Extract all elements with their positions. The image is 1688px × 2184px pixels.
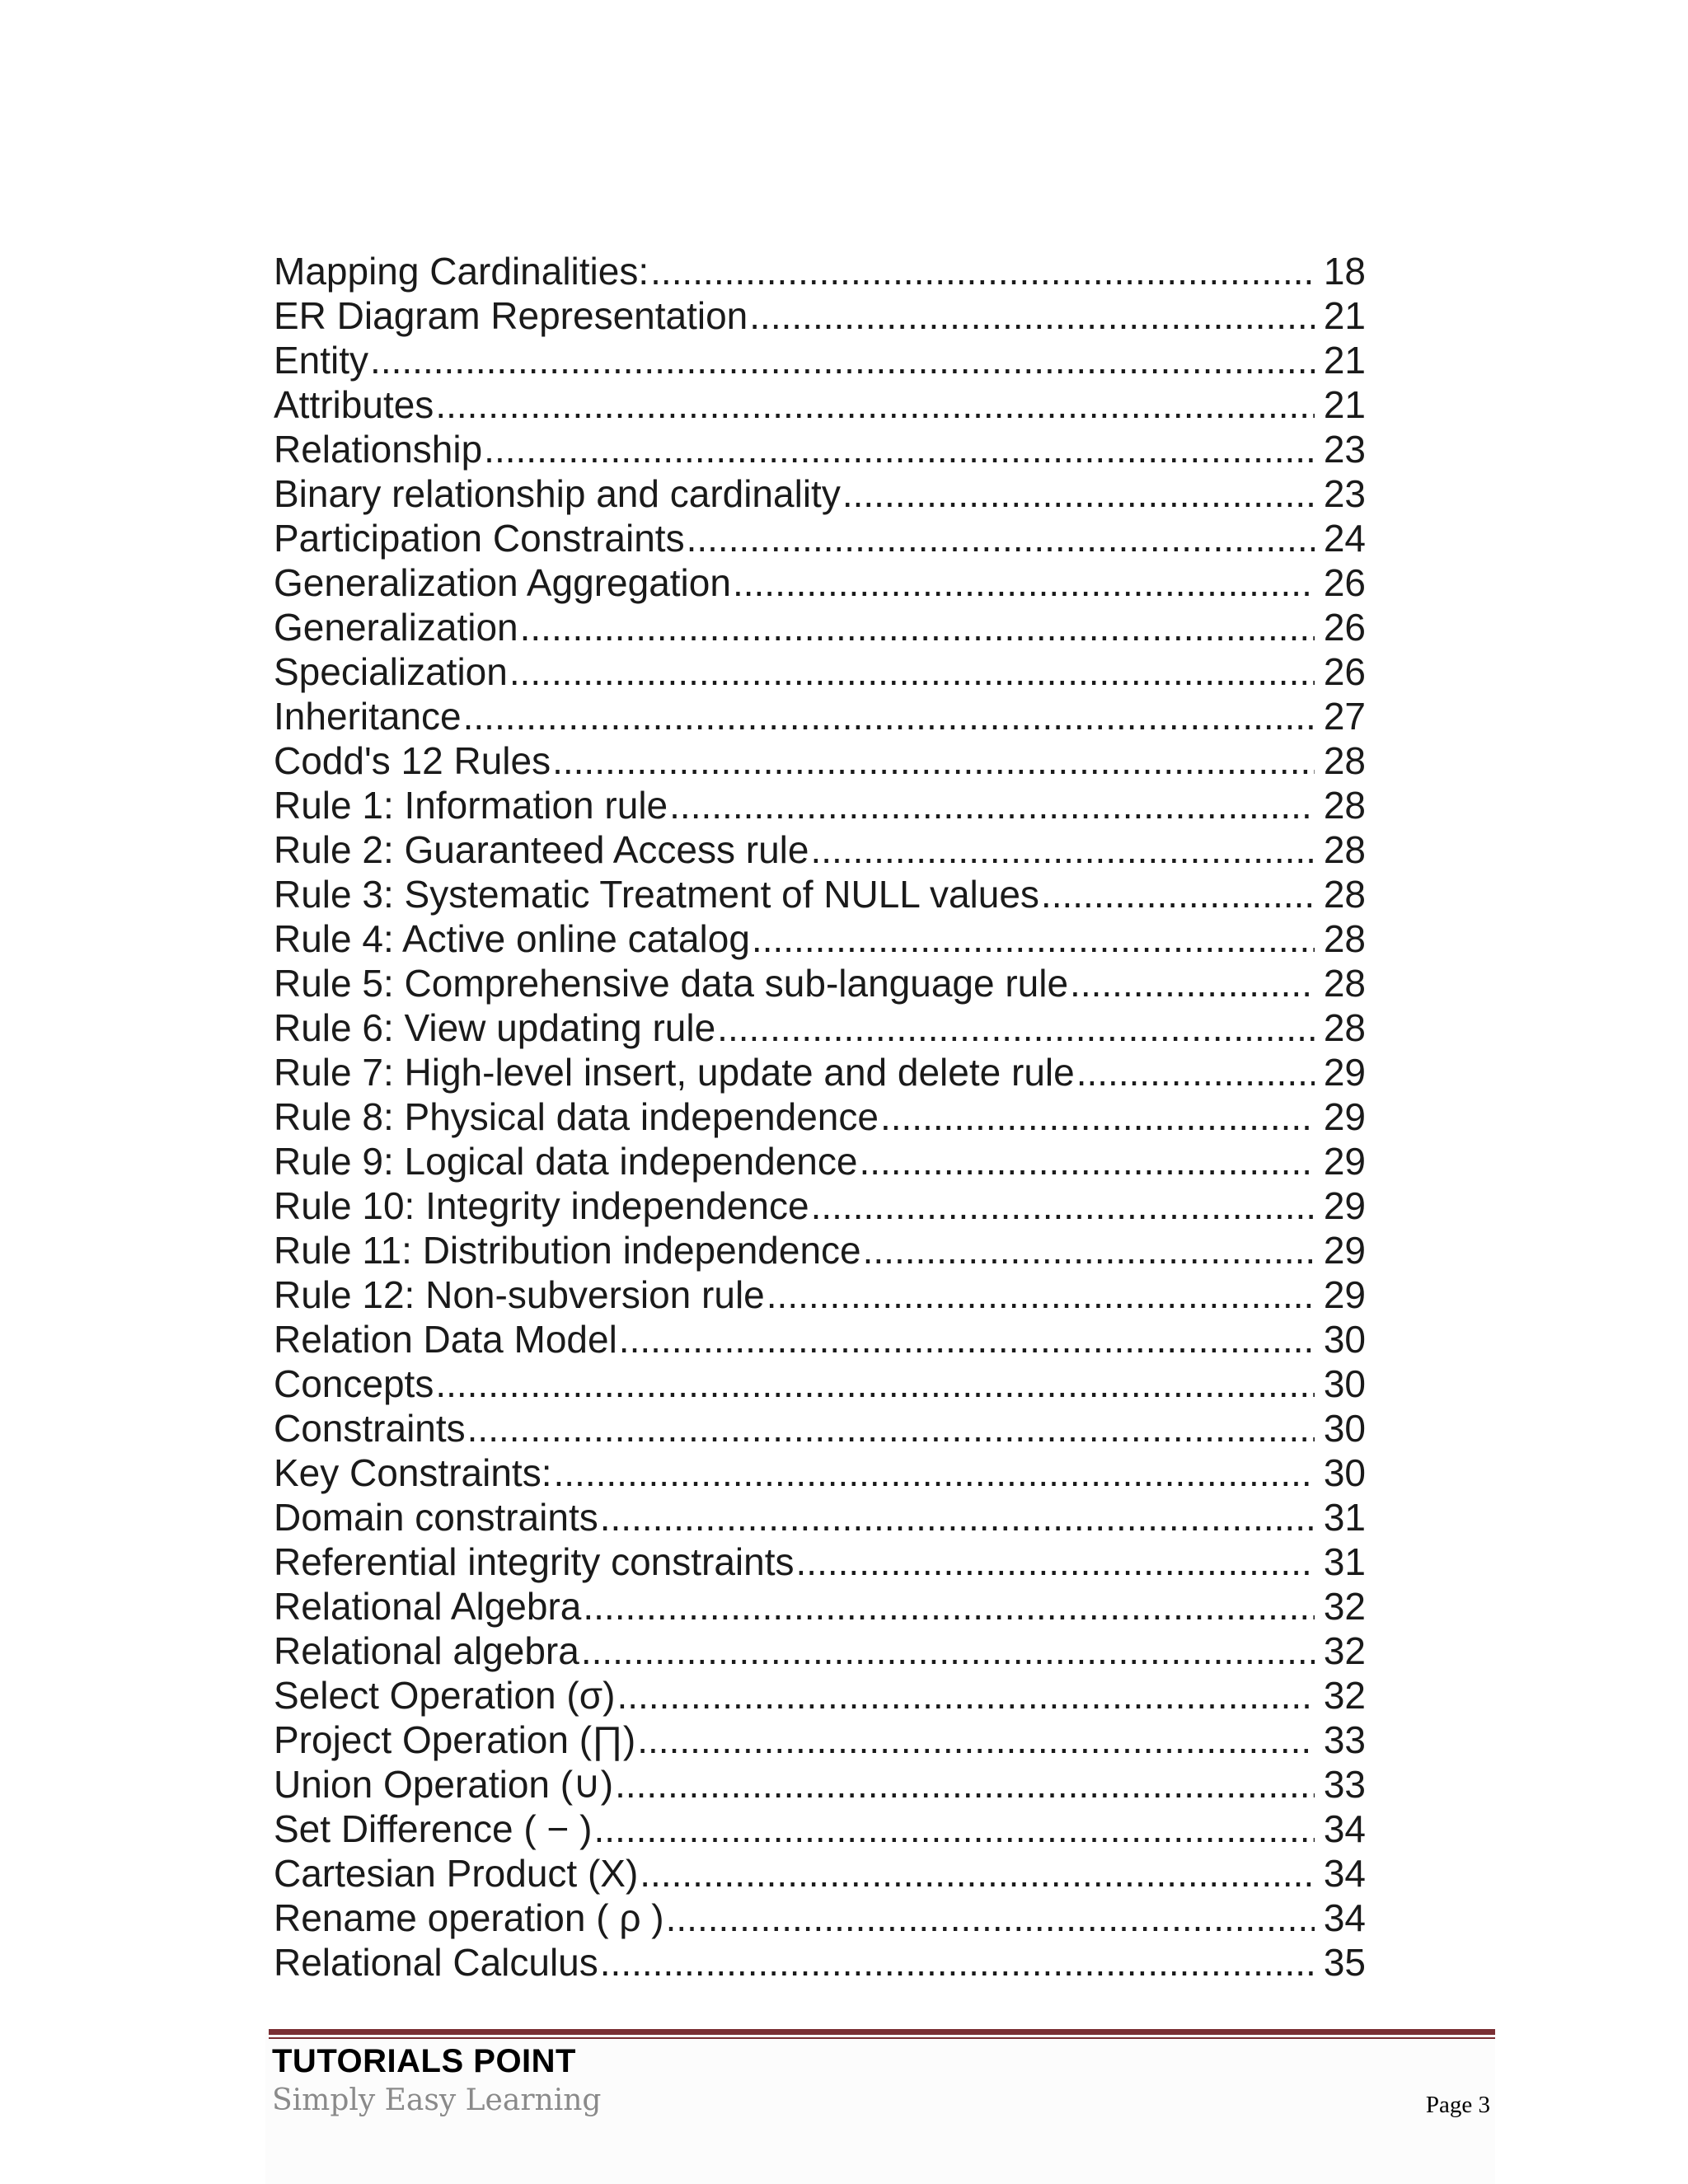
toc-entry-page: 29 bbox=[1323, 1184, 1366, 1227]
toc-entry[interactable] bbox=[274, 605, 1366, 649]
toc-entry-page: 18 bbox=[1323, 250, 1366, 293]
dot-leader bbox=[669, 783, 1315, 827]
footer-rule-thin bbox=[269, 2037, 1495, 2039]
toc-entry[interactable] bbox=[274, 1940, 1366, 1985]
toc-entry-page: 35 bbox=[1323, 1941, 1366, 1984]
toc-entry-title: Rule 6: View updating rule bbox=[274, 1006, 716, 1049]
toc-entry[interactable] bbox=[274, 1495, 1366, 1540]
dot-leader bbox=[484, 427, 1315, 471]
toc-entry[interactable] bbox=[274, 1540, 1366, 1584]
toc-entry-title: Relation Data Model bbox=[274, 1318, 617, 1361]
toc-entry-title: Select Operation (σ) bbox=[274, 1674, 616, 1717]
footer-tagline: Simply Easy Learning bbox=[272, 2083, 602, 2117]
dot-leader bbox=[637, 1718, 1315, 1762]
toc-entry-title: Key Constraints: bbox=[274, 1451, 552, 1494]
toc-entry-page: 28 bbox=[1323, 962, 1366, 1005]
toc-entry[interactable] bbox=[274, 249, 1366, 293]
toc-entry-title: Rule 2: Guaranteed Access rule bbox=[274, 828, 809, 871]
toc-entry-title: Rename operation ( ρ ) bbox=[274, 1896, 664, 1939]
dot-leader bbox=[1076, 1050, 1315, 1094]
toc-entry-page: 32 bbox=[1323, 1629, 1366, 1672]
dot-leader bbox=[583, 1584, 1315, 1629]
dot-leader bbox=[370, 338, 1315, 382]
toc-entry[interactable] bbox=[274, 382, 1366, 427]
dot-leader bbox=[619, 1317, 1315, 1361]
dot-leader bbox=[552, 738, 1315, 783]
toc-entry-page: 28 bbox=[1323, 739, 1366, 782]
toc-entry[interactable] bbox=[274, 961, 1366, 1005]
toc-entry-title: Rule 5: Comprehensive data sub-language rule bbox=[274, 962, 1069, 1005]
toc-entry-page: 23 bbox=[1323, 472, 1366, 515]
toc-entry[interactable] bbox=[274, 1361, 1366, 1406]
toc-entry[interactable] bbox=[274, 1272, 1366, 1317]
toc-entry-title: Concepts bbox=[274, 1362, 434, 1405]
table-of-contents bbox=[274, 249, 1366, 1985]
toc-entry-title: Rule 9: Logical data independence bbox=[274, 1140, 858, 1183]
dot-leader bbox=[435, 1361, 1315, 1406]
toc-entry-page: 33 bbox=[1323, 1718, 1366, 1761]
toc-entry-page: 30 bbox=[1323, 1362, 1366, 1405]
dot-leader bbox=[1070, 961, 1315, 1005]
dot-leader bbox=[600, 1940, 1315, 1985]
footer-rule bbox=[269, 2029, 1495, 2035]
dot-leader bbox=[752, 916, 1315, 961]
toc-entry-page: 29 bbox=[1323, 1229, 1366, 1272]
dot-leader bbox=[581, 1629, 1315, 1673]
toc-entry[interactable] bbox=[274, 560, 1366, 605]
dot-leader bbox=[880, 1094, 1315, 1139]
toc-entry-title: Codd's 12 Rules bbox=[274, 739, 551, 782]
dot-leader bbox=[863, 1228, 1315, 1272]
toc-entry[interactable] bbox=[274, 1183, 1366, 1228]
toc-entry-page: 26 bbox=[1323, 650, 1366, 693]
toc-entry[interactable] bbox=[274, 293, 1366, 338]
toc-entry-title: Project Operation (∏) bbox=[274, 1718, 636, 1761]
toc-entry-title: Binary relationship and cardinality bbox=[274, 472, 841, 515]
toc-entry[interactable] bbox=[274, 872, 1366, 916]
footer-brand: TUTORIALS POINT bbox=[272, 2043, 576, 2079]
toc-entry[interactable] bbox=[274, 1451, 1366, 1495]
dot-leader bbox=[615, 1762, 1315, 1807]
toc-entry[interactable] bbox=[274, 471, 1366, 516]
dot-leader bbox=[810, 827, 1315, 872]
toc-entry[interactable] bbox=[274, 916, 1366, 961]
toc-entry[interactable] bbox=[274, 1896, 1366, 1940]
toc-entry-title: Generalization bbox=[274, 606, 518, 649]
toc-entry-title: Entity bbox=[274, 339, 369, 382]
dot-leader bbox=[811, 1183, 1315, 1228]
toc-entry-page: 26 bbox=[1323, 561, 1366, 604]
toc-entry[interactable] bbox=[274, 1228, 1366, 1272]
toc-entry[interactable] bbox=[274, 1005, 1366, 1050]
dot-leader bbox=[796, 1540, 1315, 1584]
dot-leader bbox=[435, 382, 1315, 427]
toc-entry-title: Domain constraints bbox=[274, 1496, 598, 1539]
dot-leader bbox=[617, 1673, 1315, 1718]
dot-leader bbox=[717, 1005, 1315, 1050]
toc-entry-page: 30 bbox=[1323, 1407, 1366, 1450]
toc-entry-page: 28 bbox=[1323, 784, 1366, 827]
toc-entry-title: Union Operation (∪) bbox=[274, 1763, 614, 1806]
toc-entry[interactable] bbox=[274, 1584, 1366, 1629]
toc-entry[interactable] bbox=[274, 694, 1366, 738]
toc-entry[interactable] bbox=[274, 1139, 1366, 1183]
toc-entry-page: 31 bbox=[1323, 1496, 1366, 1539]
toc-entry-page: 23 bbox=[1323, 428, 1366, 471]
toc-entry-page: 34 bbox=[1323, 1807, 1366, 1850]
toc-entry[interactable] bbox=[274, 827, 1366, 872]
dot-leader bbox=[467, 1406, 1315, 1451]
toc-entry-title: Relational Calculus bbox=[274, 1941, 598, 1984]
toc-entry-page: 30 bbox=[1323, 1318, 1366, 1361]
toc-entry-page: 29 bbox=[1323, 1051, 1366, 1094]
dot-leader bbox=[1041, 872, 1315, 916]
toc-entry-title: Relational Algebra bbox=[274, 1585, 582, 1628]
toc-entry[interactable] bbox=[274, 1406, 1366, 1451]
toc-entry[interactable] bbox=[274, 427, 1366, 471]
toc-entry-page: 31 bbox=[1323, 1540, 1366, 1583]
toc-entry[interactable] bbox=[274, 1807, 1366, 1851]
toc-entry-title: Rule 8: Physical data independence bbox=[274, 1095, 879, 1138]
toc-entry-page: 32 bbox=[1323, 1674, 1366, 1717]
toc-entry-page: 34 bbox=[1323, 1852, 1366, 1895]
toc-entry-page: 28 bbox=[1323, 917, 1366, 960]
dot-leader bbox=[767, 1272, 1315, 1317]
toc-entry-title: Relational algebra bbox=[274, 1629, 579, 1672]
dot-leader bbox=[594, 1807, 1315, 1851]
toc-entry-page: 33 bbox=[1323, 1763, 1366, 1806]
toc-entry-page: 28 bbox=[1323, 828, 1366, 871]
toc-entry-title: Specialization bbox=[274, 650, 508, 693]
toc-entry[interactable] bbox=[274, 1718, 1366, 1762]
dot-leader bbox=[600, 1495, 1315, 1540]
toc-entry-page: 29 bbox=[1323, 1095, 1366, 1138]
dot-leader bbox=[733, 560, 1315, 605]
toc-entry[interactable] bbox=[274, 1762, 1366, 1807]
toc-entry[interactable] bbox=[274, 516, 1366, 560]
toc-entry-title: Rule 4: Active online catalog bbox=[274, 917, 750, 960]
toc-entry-title: Inheritance bbox=[274, 695, 462, 738]
toc-entry[interactable] bbox=[274, 1050, 1366, 1094]
toc-entry-title: Mapping Cardinalities: bbox=[274, 250, 649, 293]
toc-entry-title: Cartesian Product (Χ) bbox=[274, 1852, 639, 1895]
toc-entry[interactable] bbox=[274, 1317, 1366, 1361]
toc-entry-page: 28 bbox=[1323, 1006, 1366, 1049]
toc-entry[interactable] bbox=[274, 649, 1366, 694]
toc-entry-title: Set Difference ( − ) bbox=[274, 1807, 593, 1850]
toc-entry-title: ER Diagram Representation bbox=[274, 294, 748, 337]
toc-entry-page: 28 bbox=[1323, 873, 1366, 916]
toc-entry[interactable] bbox=[274, 1094, 1366, 1139]
toc-entry-title: Participation Constraints bbox=[274, 517, 685, 560]
dot-leader bbox=[553, 1451, 1315, 1495]
toc-entry-title: Rule 7: High-level insert, update and delete rule bbox=[274, 1051, 1075, 1094]
toc-entry-page: 24 bbox=[1323, 517, 1366, 560]
dot-leader bbox=[859, 1139, 1315, 1183]
toc-entry-title: Constraints bbox=[274, 1407, 466, 1450]
toc-entry-title: Referential integrity constraints bbox=[274, 1540, 795, 1583]
toc-entry-title: Rule 1: Information rule bbox=[274, 784, 668, 827]
dot-leader bbox=[463, 694, 1315, 738]
toc-entry-page: 27 bbox=[1323, 695, 1366, 738]
page-number: Page 3 bbox=[1425, 2092, 1490, 2118]
toc-entry[interactable] bbox=[274, 1673, 1366, 1718]
toc-entry-page: 34 bbox=[1323, 1896, 1366, 1939]
toc-entry-title: Relationship bbox=[274, 428, 483, 471]
toc-entry-page: 21 bbox=[1323, 339, 1366, 382]
toc-entry[interactable] bbox=[274, 1629, 1366, 1673]
toc-entry-title: Generalization Aggregation bbox=[274, 561, 731, 604]
toc-entry-title: Rule 10: Integrity independence bbox=[274, 1184, 809, 1227]
toc-entry[interactable] bbox=[274, 338, 1366, 382]
toc-entry-page: 30 bbox=[1323, 1451, 1366, 1494]
dot-leader bbox=[666, 1896, 1315, 1940]
toc-entry[interactable] bbox=[274, 1851, 1366, 1896]
dot-leader bbox=[842, 471, 1315, 516]
dot-leader bbox=[650, 249, 1315, 293]
toc-entry-page: 29 bbox=[1323, 1140, 1366, 1183]
toc-entry-page: 21 bbox=[1323, 383, 1366, 426]
toc-entry-title: Rule 12: Non-subversion rule bbox=[274, 1273, 765, 1316]
toc-entry[interactable] bbox=[274, 783, 1366, 827]
dot-leader bbox=[520, 605, 1315, 649]
toc-entry[interactable] bbox=[274, 738, 1366, 783]
dot-leader bbox=[749, 293, 1315, 338]
toc-entry-title: Rule 3: Systematic Treatment of NULL values bbox=[274, 873, 1039, 916]
dot-leader bbox=[687, 516, 1315, 560]
toc-entry-title: Attributes bbox=[274, 383, 434, 426]
dot-leader bbox=[509, 649, 1315, 694]
toc-entry-page: 26 bbox=[1323, 606, 1366, 649]
dot-leader bbox=[640, 1851, 1315, 1896]
toc-entry-page: 32 bbox=[1323, 1585, 1366, 1628]
toc-entry-page: 29 bbox=[1323, 1273, 1366, 1316]
toc-entry-title: Rule 11: Distribution independence bbox=[274, 1229, 861, 1272]
toc-entry-page: 21 bbox=[1323, 294, 1366, 337]
